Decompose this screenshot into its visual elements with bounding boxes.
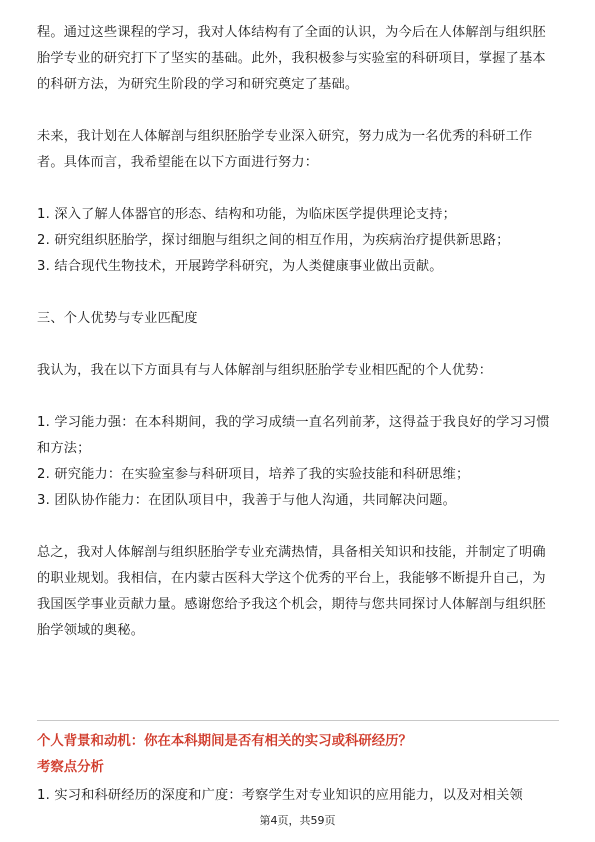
- paragraph-conclusion: 总之，我对人体解剖与组织胚胎学专业充满热情，具备相关知识和技能，并制定了明确的职业规划。我相信，在内蒙古医科大学这个优秀的平台上，我能够不断提升自己，为我国医学事业贡献力量。感谢您给予我这个机会，期待与您共同探讨人体解剖与组织胚胎学领域的奥秘。: [37, 545, 546, 638]
- paragraph-intro: 程。通过这些课程的学习，我对人体结构有了全面的认识，为今后在人体解剖与组织胚胎学专业的研究打下了坚实的基础。此外，我积极参与实验室的科研项目，掌握了基本的科研方法，为研究生阶段的学习和研究奠定了基础。: [37, 25, 546, 92]
- question-title: 个人背景和动机：你在本科期间是否有相关的实习或科研经历？: [37, 734, 412, 749]
- analysis-heading: 考察点分析: [37, 760, 104, 775]
- document-body: [37, 20, 559, 644]
- list-item: 2. 研究组织胚胎学，探讨细胞与组织之间的相互作用，为疾病治疗提供新思路；: [37, 233, 510, 248]
- paragraph-future-plan: 未来，我计划在人体解剖与组织胚胎学专业深入研究，努力成为一名优秀的科研工作者。具体而言，我希望能在以下方面进行努力：: [37, 129, 533, 170]
- list-item: 2. 研究能力：在实验室参与科研项目，培养了我的实验技能和科研思维；: [37, 467, 470, 482]
- list-item: 3. 结合现代生物技术，开展跨学科研究，为人类健康事业做出贡献。: [37, 259, 443, 274]
- list-item: 1. 学习能力强：在本科期间，我的学习成绩一直名列前茅，这得益于我良好的学习习惯和方法；: [37, 415, 550, 456]
- section-heading: 三、个人优势与专业匹配度: [37, 311, 198, 326]
- paragraph-advantages-intro: 我认为，我在以下方面具有与人体解剖与组织胚胎学专业相匹配的个人优势：: [37, 363, 493, 378]
- analysis-item: 1. 实习和科研经历的深度和广度：考察学生对专业知识的应用能力，以及对相关领: [37, 788, 523, 803]
- section-divider: [37, 720, 559, 721]
- list-item: 3. 团队协作能力：在团队项目中，我善于与他人沟通，共同解决问题。: [37, 493, 456, 508]
- list-item: 1. 深入了解人体器官的形态、结构和功能，为临床医学提供理论支持；: [37, 207, 456, 222]
- page-number: 第4页，共59页: [259, 814, 336, 827]
